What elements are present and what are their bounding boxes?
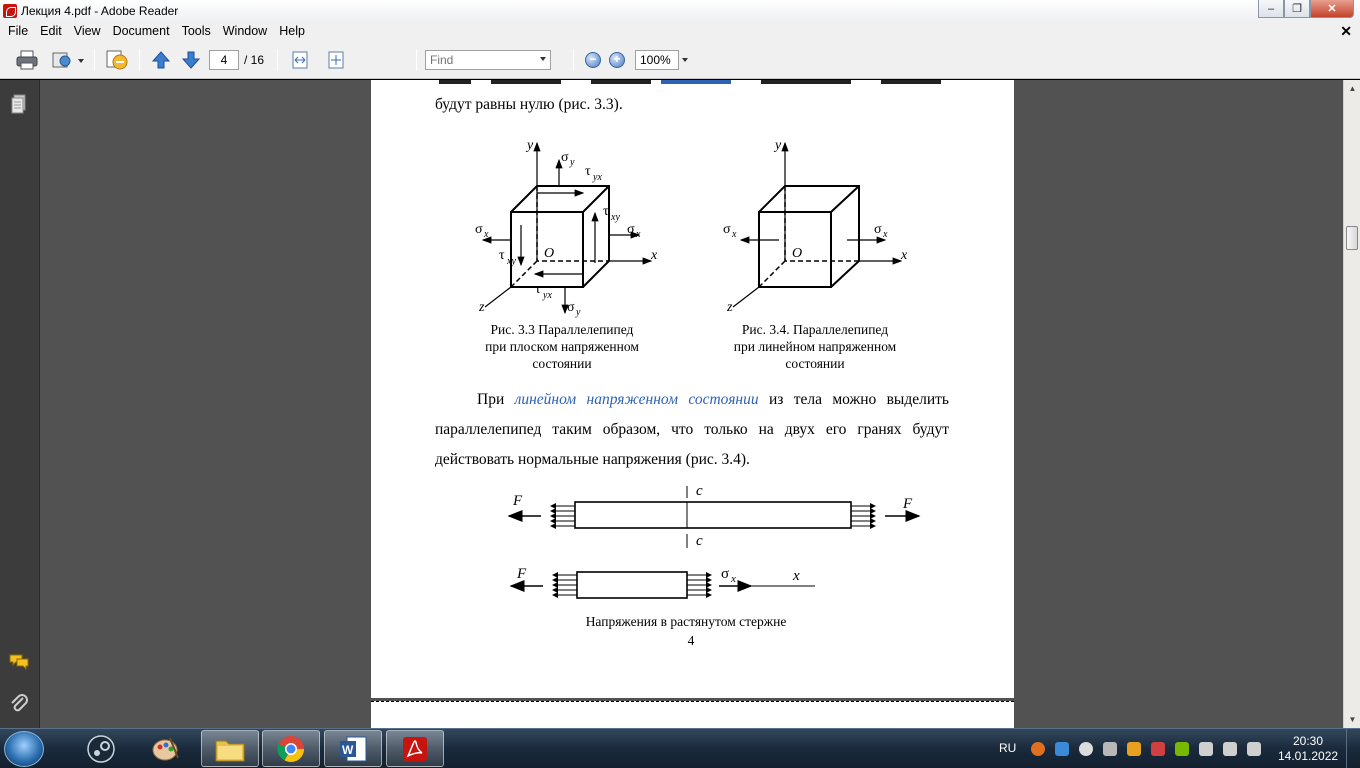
collaborate-icon xyxy=(105,49,129,71)
comments-icon[interactable] xyxy=(9,652,29,672)
scroll-down-icon[interactable]: ▼ xyxy=(1348,715,1357,724)
toolbar xyxy=(0,41,1360,79)
tray-warning-icon[interactable] xyxy=(1127,742,1141,756)
paragraph-2: При линейном напряженном состоянии из тела можно выделить параллелепипед таким образом, что только на двух его гранях будут действовать нормальные напряжения (рис. 3.4). xyxy=(435,391,949,468)
navigation-panel xyxy=(0,80,40,728)
clipped-text-line xyxy=(431,80,951,90)
fig2-z-label: z xyxy=(727,300,733,315)
page-number-input[interactable] xyxy=(209,50,239,70)
svg-text:y: y xyxy=(570,157,575,168)
force-lower-label: F xyxy=(517,566,527,582)
fig2-y-label: y xyxy=(775,138,782,153)
taskbar-media[interactable] xyxy=(137,730,195,767)
tray-app-icon[interactable] xyxy=(1031,742,1045,756)
svg-text:τ: τ xyxy=(585,164,591,179)
share-button[interactable] xyxy=(50,49,86,71)
tray-tool-icon[interactable] xyxy=(1103,742,1117,756)
svg-text:σ: σ xyxy=(561,150,569,165)
scroll-thumb[interactable] xyxy=(1346,226,1358,250)
collaborate-button[interactable] xyxy=(104,49,130,71)
document-close-button[interactable]: ✕ xyxy=(1340,23,1352,39)
svg-text:W: W xyxy=(342,742,354,757)
paint-icon xyxy=(150,734,182,764)
svg-text:σ: σ xyxy=(874,222,882,237)
share-icon xyxy=(51,50,85,70)
tray-cloud-icon[interactable] xyxy=(1055,742,1069,756)
language-indicator[interactable]: RU xyxy=(999,741,1017,755)
figure-3-3 xyxy=(471,135,671,320)
pdf-icon xyxy=(401,735,429,763)
figure-3-4 xyxy=(719,135,919,320)
svg-text:yx: yx xyxy=(543,290,552,301)
section-bottom-label: c xyxy=(696,533,703,549)
sigma-x-label: σ xyxy=(721,566,730,582)
clock[interactable] xyxy=(1278,734,1338,764)
caption-fig-3-3: Рис. 3.3 Параллелепипед при плоском напряженном состоянии xyxy=(485,322,639,371)
flag-icon[interactable] xyxy=(1223,742,1237,756)
page-total: / 16 xyxy=(244,53,265,67)
zoom-in-button[interactable]: + xyxy=(609,52,625,68)
svg-text:x: x xyxy=(731,573,736,585)
vertical-scrollbar[interactable] xyxy=(1343,80,1360,728)
title-bar xyxy=(0,0,1360,21)
svg-text:τ: τ xyxy=(499,248,505,263)
show-desktop-button[interactable] xyxy=(1346,729,1360,768)
print-button[interactable] xyxy=(14,49,40,71)
taskbar-explorer[interactable] xyxy=(201,730,259,767)
svg-text:xy: xy xyxy=(507,256,516,267)
fit-page-icon xyxy=(326,50,346,70)
adobe-reader-icon xyxy=(3,4,17,18)
paragraph-1: будут равны нулю (рис. 3.3). xyxy=(435,96,623,113)
svg-text:σ: σ xyxy=(627,222,635,237)
fit-width-icon xyxy=(290,50,310,70)
zoom-out-button[interactable]: − xyxy=(585,52,601,68)
volume-icon[interactable] xyxy=(1199,742,1213,756)
menu-edit[interactable]: Edit xyxy=(40,24,62,38)
menu-document[interactable]: Document xyxy=(112,24,170,38)
force-left-label: F xyxy=(513,493,523,509)
word-icon xyxy=(338,735,368,763)
taskbar-word[interactable] xyxy=(324,730,382,767)
svg-text:x: x xyxy=(484,229,489,240)
svg-text:x: x xyxy=(883,229,888,240)
minimize-button[interactable]: – xyxy=(1258,0,1284,18)
force-right-label: F xyxy=(903,496,913,512)
clock-date: 14.01.2022 xyxy=(1278,749,1339,763)
chrome-icon xyxy=(276,734,306,764)
arrow-up-icon xyxy=(151,50,171,70)
taskbar-chrome[interactable] xyxy=(262,730,320,767)
menu-file[interactable]: File xyxy=(8,24,29,38)
scroll-up-icon[interactable]: ▲ xyxy=(1348,84,1357,93)
network-icon[interactable] xyxy=(1247,742,1261,756)
fit-width-button[interactable] xyxy=(289,49,311,71)
start-button[interactable] xyxy=(4,731,44,767)
clock-time: 20:30 xyxy=(1292,734,1324,748)
tray-security-icon[interactable] xyxy=(1151,742,1165,756)
rod-figure-caption: Напряжения в растянутом стержне xyxy=(585,614,787,629)
pdf-page xyxy=(371,80,1014,698)
svg-text:σ: σ xyxy=(723,222,731,237)
fit-page-button[interactable] xyxy=(325,49,347,71)
find-dropdown-icon[interactable] xyxy=(540,57,546,61)
tray-info-icon[interactable] xyxy=(1079,742,1093,756)
page-number: 4 xyxy=(687,633,695,648)
taskbar-steam[interactable] xyxy=(72,730,130,767)
printer-icon xyxy=(16,50,38,70)
rod-axis-label: x xyxy=(793,568,800,584)
menu-window[interactable]: Window xyxy=(222,24,268,38)
fig2-x-label: x xyxy=(901,248,908,263)
steam-icon xyxy=(86,734,116,764)
next-page-button[interactable] xyxy=(180,49,202,71)
page-break-line xyxy=(371,701,1014,702)
taskbar-adobe-reader[interactable] xyxy=(386,730,444,767)
svg-text:x: x xyxy=(732,229,737,240)
fig1-y-label: y xyxy=(527,138,534,153)
document-area[interactable] xyxy=(40,80,1343,728)
window-controls xyxy=(1258,0,1354,18)
fig1-z-label: z xyxy=(479,300,485,315)
svg-text:τ: τ xyxy=(603,204,609,219)
folder-icon xyxy=(214,735,246,763)
taskbar xyxy=(0,728,1360,768)
section-top-label: c xyxy=(696,483,703,499)
next-pdf-page xyxy=(371,701,1014,728)
attachments-icon[interactable] xyxy=(9,694,29,714)
fig2-origin-label: O xyxy=(792,246,803,261)
find-input[interactable] xyxy=(425,50,551,70)
fig1-x-label: x xyxy=(651,248,658,263)
fig1-origin-label: O xyxy=(544,246,555,261)
pages-icon[interactable] xyxy=(9,94,29,114)
svg-text:σ: σ xyxy=(475,222,483,237)
arrow-down-icon xyxy=(181,50,201,70)
previous-page-button[interactable] xyxy=(150,49,172,71)
zoom-input[interactable] xyxy=(635,50,679,70)
zoom-dropdown-icon[interactable] xyxy=(682,58,688,62)
menu-tools[interactable]: Tools xyxy=(181,24,211,38)
svg-text:y: y xyxy=(576,307,581,318)
close-button[interactable]: ✕ xyxy=(1310,0,1354,18)
maximize-button[interactable]: ❐ xyxy=(1284,0,1310,18)
menu-view[interactable]: View xyxy=(73,24,101,38)
menu-bar xyxy=(0,21,1360,41)
caption-fig-3-4: Рис. 3.4. Параллелепипед при линейном напряженном состоянии xyxy=(733,322,897,371)
menu-help[interactable]: Help xyxy=(279,24,305,38)
svg-text:yx: yx xyxy=(593,172,602,183)
svg-text:xy: xy xyxy=(611,212,620,223)
highlighted-term: линейном напряженном состоянии xyxy=(514,391,759,408)
rod-stress-figure xyxy=(501,480,921,605)
nvidia-icon[interactable] xyxy=(1175,742,1189,756)
window-title: Лекция 4.pdf - Adobe Reader xyxy=(21,3,179,18)
svg-text:σ: σ xyxy=(567,300,575,315)
svg-text:τ: τ xyxy=(535,282,541,297)
svg-text:x: x xyxy=(636,229,641,240)
